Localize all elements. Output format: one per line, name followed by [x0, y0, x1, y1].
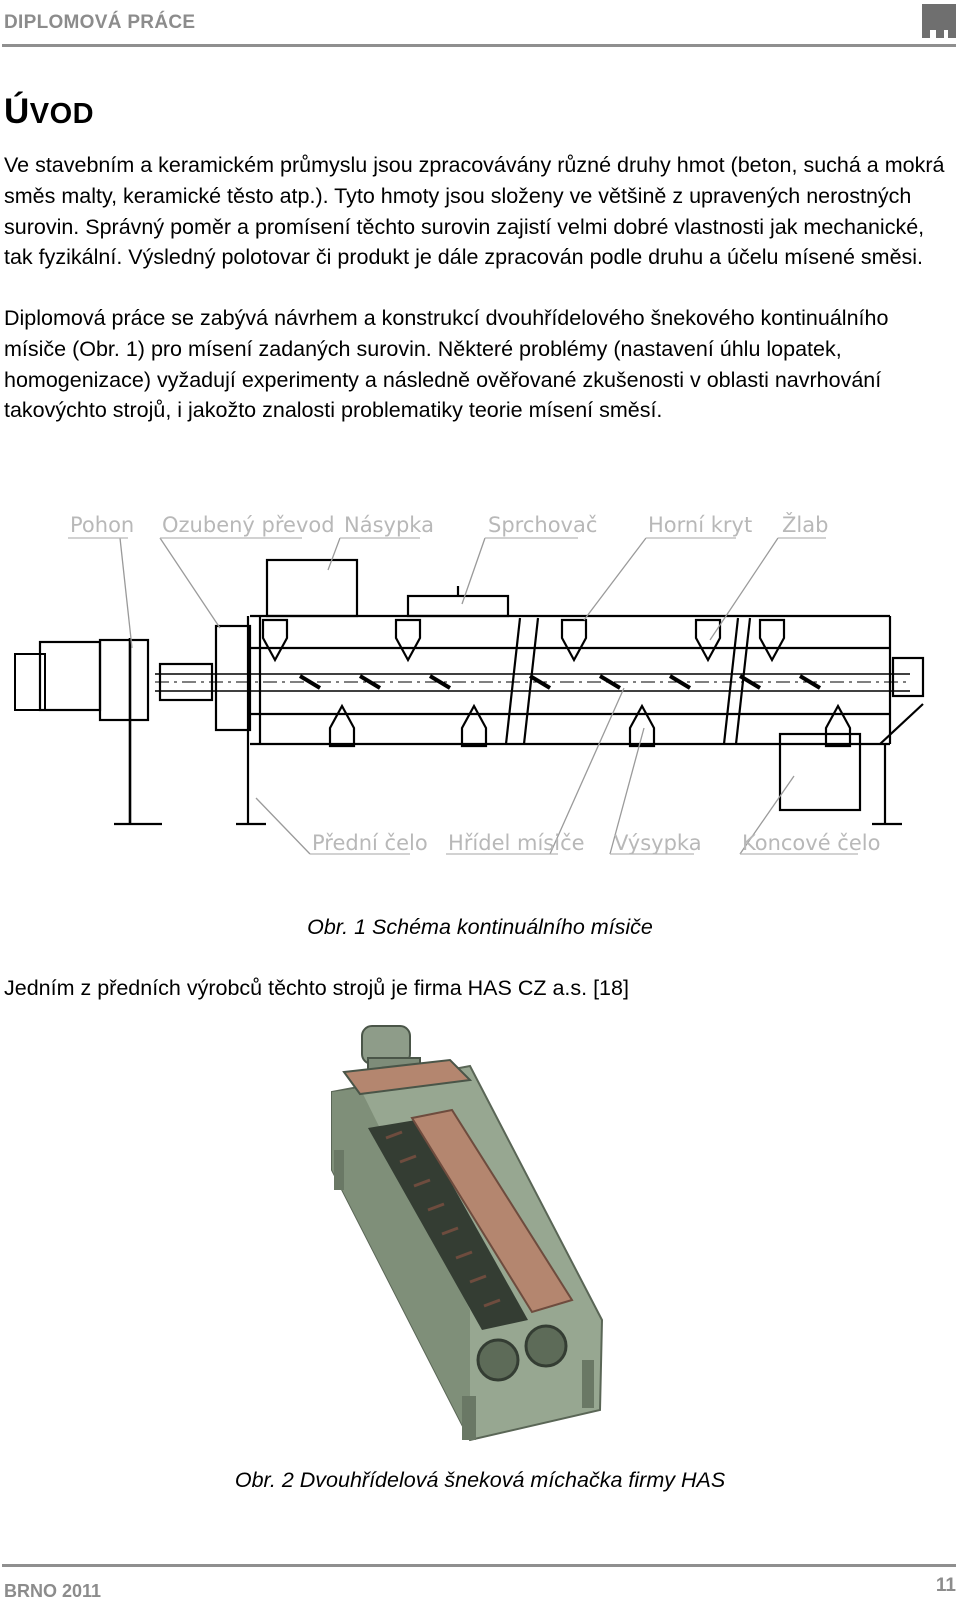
label-nasypka: Násypka — [344, 513, 434, 537]
label-zlab: Žlab — [782, 513, 829, 537]
label-sprchovac: Sprchovač — [488, 513, 598, 537]
label-koncove-celo: Koncové čelo — [742, 831, 881, 855]
page-number: 11 — [935, 1575, 956, 1596]
header-title: DIPLOMOVÁ PRÁCE — [4, 12, 196, 33]
footer-location: BRNO 2011 — [4, 1581, 102, 1601]
label-vysypka: Výsypka — [614, 831, 702, 855]
mixer-schematic — [10, 508, 940, 886]
figure1-caption: Obr. 1 Schéma kontinuálního mísiče — [307, 915, 653, 939]
label-pohon: Pohon — [70, 513, 135, 537]
footer-rule — [2, 1564, 956, 1567]
paragraph-manufacturer: Jedním z předních výrobců těchto strojů je firma HAS CZ a.s. [18] — [4, 976, 629, 1000]
label-hridel-misice: Hřídel mísiče — [448, 831, 585, 855]
mixer-photo — [320, 1020, 630, 1450]
label-horni-kryt: Horní kryt — [648, 513, 753, 537]
label-predni-celo: Přední čelo — [312, 831, 428, 855]
paragraph-intro: Ve stavebním a keramickém průmyslu jsou zpracovávány různé druhy hmot (beton, suchá a mokrá směs malty, keramické těsto atp.). Tyto hmoty jsou složeny ve většině z upravených nerostných surovin. Správný poměr a promísení těchto surovin zajistí velmi dobré vlastnosti jak mechanické, tak fyzikální. Výsledný polotovar či produkt je dále zpracován podle druhu a účelu mísené směsi. — [4, 153, 945, 270]
label-ozubeny-prevod: Ozubený převod — [162, 513, 335, 537]
paragraph-thesis: Diplomová práce se zabývá návrhem a konstrukcí dvouhřídelového šnekového kontinuálního mísiče (Obr. 1) pro mísení zadaných surovin. Některé problémy (nastavení úhlu lopatek, homogenizace) vyžadují experimenty a následně ověřované zkušenosti v oblasti navrhování takovýchto strojů, i jakožto znalosti problematiky teorie mísení směsí. — [4, 306, 889, 423]
section-heading: ÚVOD — [4, 92, 95, 131]
figure2-caption: Obr. 2 Dvouhřídelová šneková míchačka firmy HAS — [234, 1468, 726, 1492]
vut-logo-icon — [922, 4, 956, 38]
header-rule — [2, 44, 956, 47]
